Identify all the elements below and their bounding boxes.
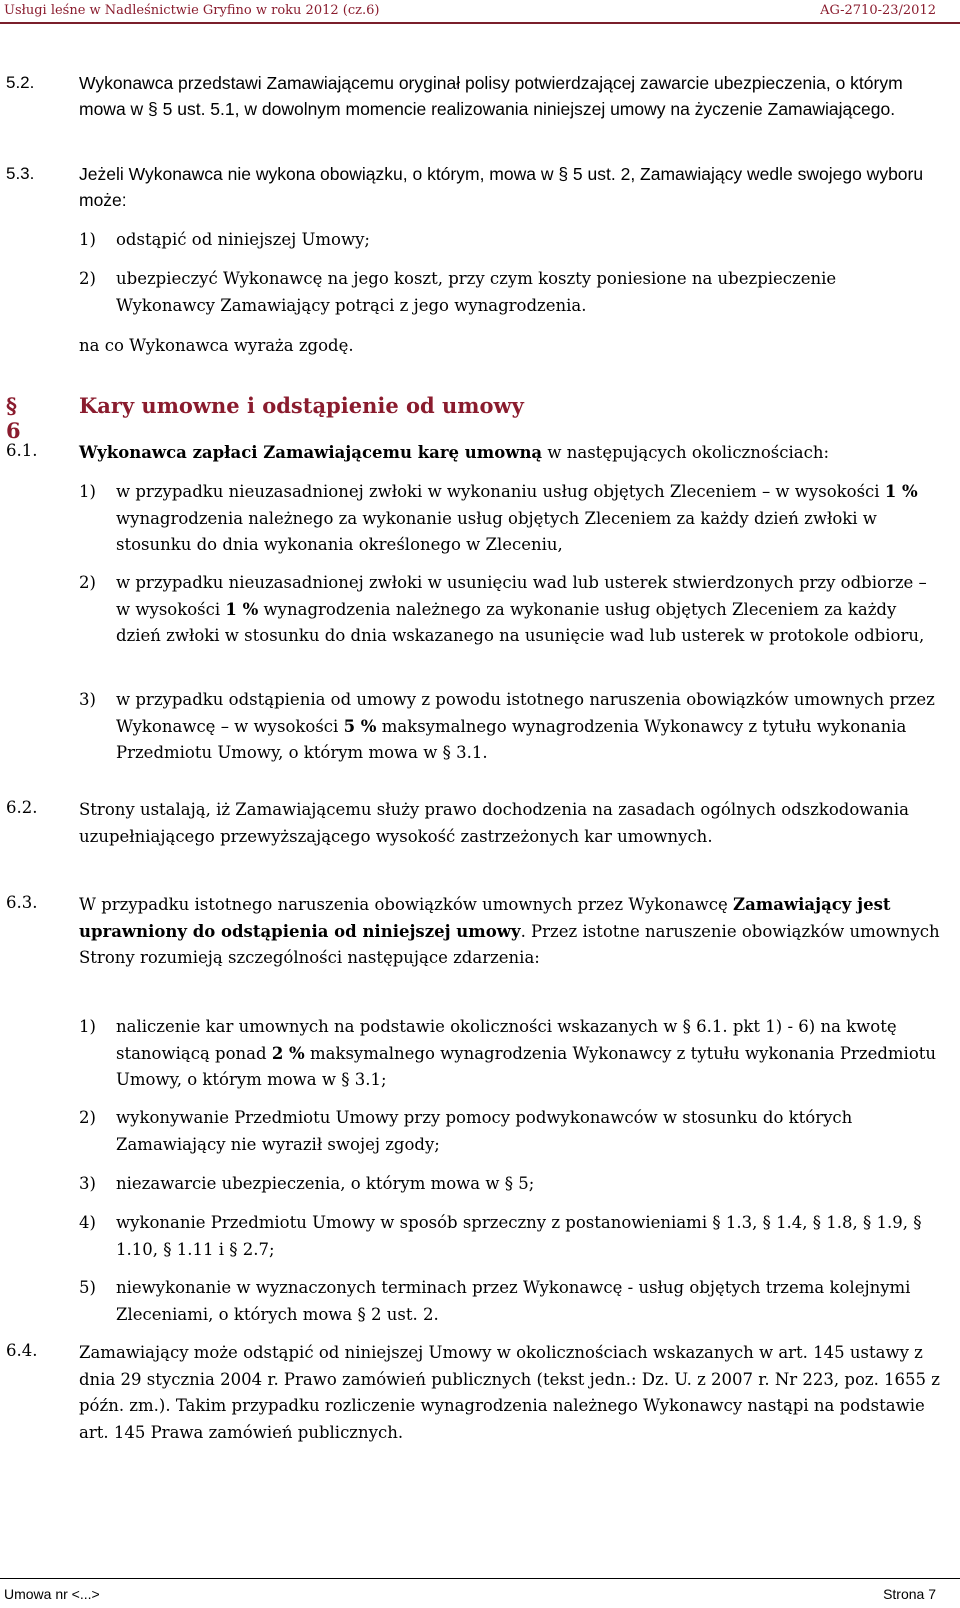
clause-6-3: 6.3. W przypadku istotnego naruszenia obowiązków umownych przez Wykonawcę Zamawiający jest uprawniony do odstąpienia od niniejszej umowy. Przez istotne naruszenie obowiązków umownych Strony rozumieją szczególności następujące zdarzenia: 1) naliczenie kar umownych na podstawie okoliczności wskazanych w § 6.1. pkt 1) - 6) na kwotę stanowiącą ponad 2 % maksymalnego wynagrodzenia Wykonawcy z tytułu wykonania Przedmiotu Umowy, o którym mowa w § 3.1; 2) wykonywanie Przedmiotu Umowy przy pomocy podwykonawców w stosunku do których Zamawiający nie wyraził swojej zgody; 3) niezawarcie ubezpieczenia, o którym mowa w § 5; 4) wykonanie Przedmiotu Umowy w sposób sprzeczny z postanowieniami § 1.3, § 1.4, § 1.8, § 1.9, § 1.10, § 1.11 i § 2.7; 5) niewykonanie w wyznaczonych terminach przez Wykonawcę - usług objętych trzema kolejnymi Zleceniami, o których mowa § 2 ust. 2. bbox=[0, 892, 960, 1332]
header-reference: AG-2710-23/2012 bbox=[820, 3, 936, 18]
page-header bbox=[0, 0, 960, 24]
clause-text: Wykonawca przedstawi Zamawiającemu oryginał polisy potwierdzającej zawarcie ubezpieczenia, o którym mowa w § 5 ust. 5.1, w dowolnym momencie realizowania niniejszej umowy na życzenie Zamawiającego. bbox=[79, 73, 903, 119]
clause-number: 6.2. bbox=[6, 798, 38, 817]
page-footer bbox=[0, 1578, 960, 1608]
clause-text: W przypadku istotnego naruszenia obowiązków umownych przez Wykonawcę Zamawiający jest uprawniony do odstąpienia od niniejszej umowy. Przez istotne naruszenie obowiązków umownych Strony rozumieją szczególności następujące zdarzenia: bbox=[79, 895, 940, 967]
clause-number: 6.1. bbox=[6, 441, 38, 460]
clause-number: 5.3. bbox=[6, 164, 35, 183]
section-title: Kary umowne i odstąpienie od umowy bbox=[79, 393, 524, 418]
clause-number: 5.2. bbox=[6, 73, 35, 92]
clause-text: Strony ustalają, iż Zamawiającemu służy prawo dochodzenia na zasadach ogólnych odszkodowania uzupełniającego przewyższającego wysokość zastrzeżonych kar umownych. bbox=[79, 800, 909, 846]
clause-5-3: 5.3. Jeżeli Wykonawca nie wykona obowiązku, o którym, mowa w § 5 ust. 2, Zamawiający wedle swojego wyboru może: 1) odstąpić od niniejszej Umowy; 2) ubezpieczyć Wykonawcę na jego koszt, przy czym koszty poniesione na ubezpieczenie Wykonawcy Zamawiający potrąci z jego wynagrodzenia. na co Wykonawca wyraża zgodę. bbox=[0, 161, 960, 361]
section-number: § 6 bbox=[6, 393, 21, 443]
clause-text: Wykonawca zapłaci Zamawiającemu karę umowną w następujących okolicznościach: bbox=[79, 443, 830, 462]
header-title: Usługi leśne w Nadleśnictwie Gryfino w roku 2012 (cz.6) bbox=[4, 3, 380, 18]
clause-number: 6.4. bbox=[6, 1341, 38, 1360]
clause-6-4 bbox=[0, 1340, 960, 1450]
clause-6-2 bbox=[0, 797, 960, 877]
footer-contract-number: Umowa nr <...> bbox=[4, 1586, 100, 1602]
clause-6-1: 6.1. Wykonawca zapłaci Zamawiającemu karę umowną w następujących okolicznościach: 1) w przypadku nieuzasadnionej zwłoki w wykonaniu usług objętych Zleceniem – w wysokości 1 % wynagrodzenia należnego za wykonanie usług objętych Zleceniem za każdy dzień zwłoki w stosunku do dnia wykonania określonego w Zleceniu, 2) w przypadku nieuzasadnionej zwłoki w usunięciu wad lub usterek stwierdzonych przy odbiorze – w wysokości 1 % wynagrodzenia należnego za wykonanie usług objętych Zleceniem za każdy dzień zwłoki w stosunku do dnia wskazanego na usunięcie wad lub usterek w protokole odbioru, 3) w przypadku odstąpienia od umowy z powodu istotnego naruszenia obowiązków umownych przez Wykonawcę – w wysokości 5 % maksymalnego wynagrodzenia Wykonawcy z tytułu wykonania Przedmiotu Umowy, o którym mowa w § 3.1. bbox=[0, 440, 960, 770]
clause-text: Zamawiający może odstąpić od niniejszej Umowy w okolicznościach wskazanych w art. 145 ustawy z dnia 29 stycznia 2004 r. Prawo zamówień publicznych (tekst jedn.: Dz. U. z 2007 r. Nr 223, poz. 1655 z późn. zm.). Takim przypadku rozliczenie wynagrodzenia należnego Wykonawcy nastąpi na podstawie art. 145 Prawa zamówień publicznych. bbox=[79, 1343, 940, 1442]
clause-text: Jeżeli Wykonawca nie wykona obowiązku, o którym, mowa w § 5 ust. 2, Zamawiający wedle swojego wyboru może: bbox=[79, 164, 924, 210]
clause-tail: na co Wykonawca wyraża zgodę. bbox=[79, 336, 354, 355]
clause-number: 6.3. bbox=[6, 893, 38, 912]
clause-5-2 bbox=[0, 70, 960, 150]
footer-page-number: Strona 7 bbox=[883, 1586, 936, 1602]
